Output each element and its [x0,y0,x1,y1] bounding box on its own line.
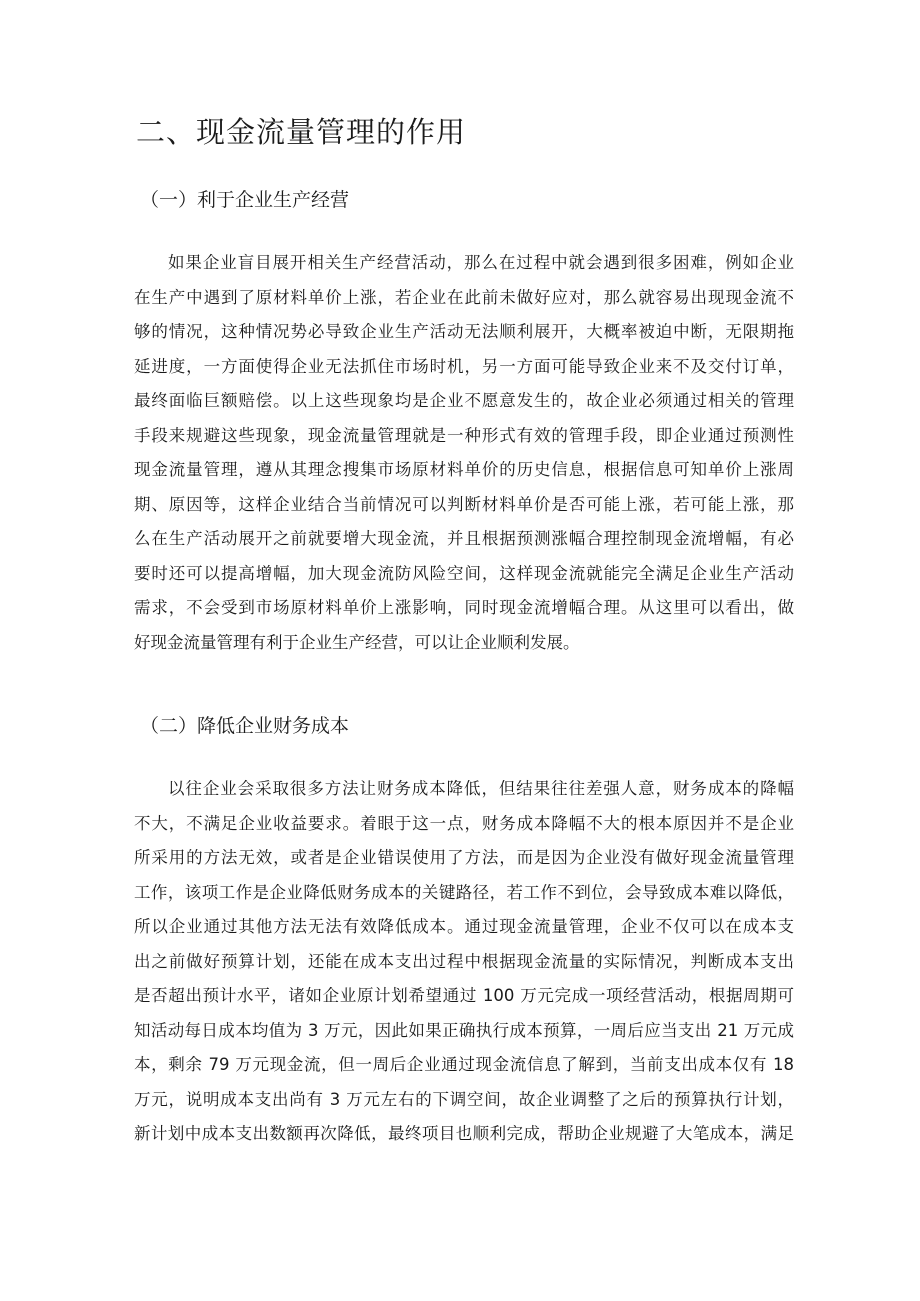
text-line: 本，剩余 79 万元现金流，但一周后企业通过现金流信息了解到，当前支出成本仅有 18 [134,1055,794,1074]
section-heading: （二）降低企业财务成本 [140,715,350,737]
text-line: 手段来规避这些现象，现金流量管理就是一种形式有效的管理手段，即企业通过预测性 [134,425,794,445]
text-line: 以往企业会采取很多方法让财务成本降低，但结果往往差强人意，财务成本的降幅 [168,779,794,798]
text-line: 够的情况，这种情况势必导致企业生产活动无法顺利展开，大概率被迫中断，无限期拖 [134,322,794,341]
text-line: 要时还可以提高增幅，加大现金流防风险空间，这样现金流就能完全满足企业生产活动 [134,563,794,583]
text-line: 出之前做好预算计划，还能在成本支出过程中根据现金流量的实际情况，判断成本支出 [134,951,794,971]
text-line: 最终面临巨额赔偿。以上这些现象均是企业不愿意发生的，故企业必须通过相关的管理 [134,391,794,410]
paragraph [134,246,794,660]
text-line: 工作，该项工作是企业降低财务成本的关键路径，若工作不到位，会导致成本难以降低， [134,882,794,902]
text-line: 所以企业通过其他方法无法有效降低成本。通过现金流量管理，企业不仅可以在成本支 [134,917,794,936]
text-line: 延进度，一方面使得企业无法抓住市场时机，另一方面可能导致企业来不及交付订单， [134,356,794,376]
text-line: 现金流量管理，遵从其理念搜集市场原材料单价的历史信息，根据信息可知单价上涨周 [134,460,794,479]
text-line: 么在生产活动展开之前就要增大现金流，并且根据预测涨幅合理控制现金流增幅，有必 [134,529,794,548]
main-heading: 二、现金流量管理的作用 [136,115,467,149]
text-line: 在生产中遇到了原材料单价上涨，若企业在此前未做好应对，那么就容易出现现金流不 [134,287,794,307]
text-line: 新计划中成本支出数额再次降低，最终项目也顺利完成，帮助企业规避了大笔成本，满足 [134,1124,794,1143]
text-line: 不大，不满足企业收益要求。着眼于这一点，财务成本降幅不大的根本原因并不是企业 [134,813,794,833]
text-line: 是否超出预计水平，诸如企业原计划希望通过 100 万元完成一项经营活动，根据周期可 [134,986,794,1005]
section-heading: （一）利于企业生产经营 [140,189,350,211]
text-line: 所采用的方法无效，或者是企业错误使用了方法，而是因为企业没有做好现金流量管理 [134,848,794,867]
text-line: 好现金流量管理有利于企业生产经营，可以让企业顺利发展。 [134,632,580,652]
text-line: 如果企业盲目展开相关生产经营活动，那么在过程中就会遇到很多困难，例如企业 [168,253,794,272]
text-line: 知活动每日成本均值为 3 万元，因此如果正确执行成本预算，一周后应当支出 21 万元成 [134,1020,794,1040]
text-line: 万元，说明成本支出尚有 3 万元左右的下调空间，故企业调整了之后的预算执行计划， [134,1089,794,1109]
paragraph [134,772,794,1152]
text-line: 需求，不会受到市场原材料单价上涨影响，同时现金流增幅合理。从这里可以看出，做 [134,598,794,617]
text-line: 期、原因等，这样企业结合当前情况可以判断材料单价是否可能上涨，若可能上涨，那 [134,494,794,514]
